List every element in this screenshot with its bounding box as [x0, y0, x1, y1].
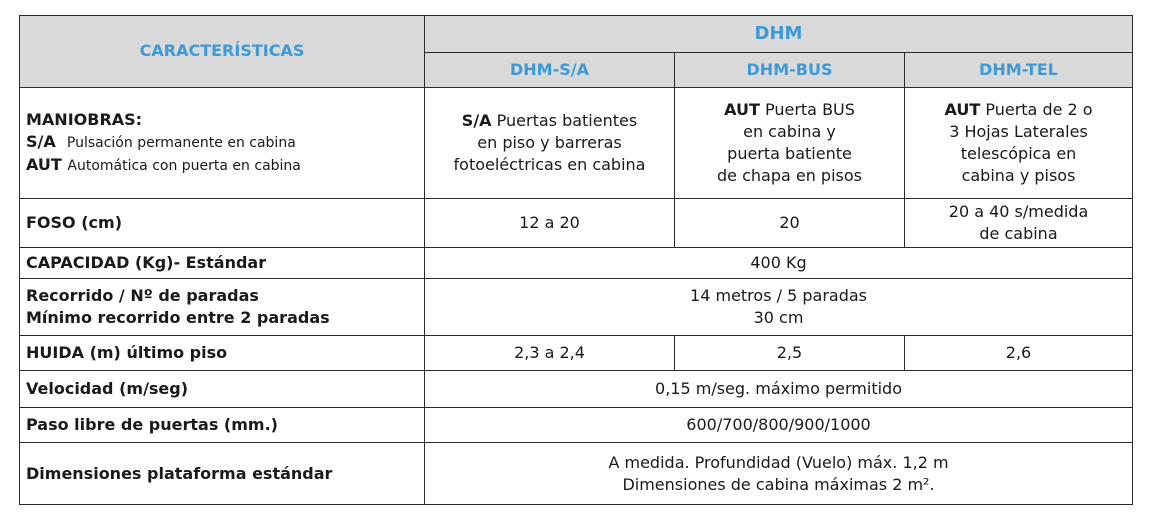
maniobras-title: MANIOBRAS: [26, 109, 143, 129]
velocidad-row [20, 371, 1133, 408]
maniobras-sa-line: S/A Pulsación permanente en cabina [26, 131, 296, 151]
recorrido-label: Recorrido / Nº de paradas Mínimo recorrido entre 2 paradas [20, 278, 425, 336]
velocidad-value: 0,15 m/seg. máximo permitido [425, 371, 1133, 408]
dhm-bus-header: DHM-BUS [675, 52, 905, 87]
maniobras-tel-cell: AUT Puerta de 2 o 3 Hojas Laterales telescópica en cabina y pisos [905, 87, 1133, 198]
huida-tel-value: 2,6 [905, 336, 1133, 371]
recorrido-value: 14 metros / 5 paradas 30 cm [425, 278, 1133, 336]
paso-value: 600/700/800/900/1000 [425, 408, 1133, 443]
maniobras-label-cell [20, 87, 425, 198]
dhm-tel-header: DHM-TEL [905, 52, 1133, 87]
recorrido-row [20, 278, 1133, 336]
header-row-1 [20, 16, 1133, 53]
capacidad-label: CAPACIDAD (Kg)- Estándar [20, 248, 425, 279]
foso-row [20, 198, 1133, 247]
velocidad-label: Velocidad (m/seg) [20, 371, 425, 408]
foso-bus-value: 20 [675, 198, 905, 247]
huida-sa-value: 2,3 a 2,4 [425, 336, 675, 371]
specifications-table [19, 15, 1133, 505]
paso-row [20, 408, 1133, 443]
dhm-group-header: DHM [425, 16, 1133, 53]
foso-sa-value: 12 a 20 [425, 198, 675, 247]
dimensiones-row [20, 443, 1133, 505]
caracteristicas-header: CARACTERÍSTICAS [20, 16, 425, 88]
maniobras-aut-line: AUT Automática con puerta en cabina [26, 154, 301, 174]
huida-label: HUIDA (m) último piso [20, 336, 425, 371]
dimensiones-label: Dimensiones plataforma estándar [20, 443, 425, 505]
huida-bus-value: 2,5 [675, 336, 905, 371]
capacidad-value: 400 Kg [425, 248, 1133, 279]
maniobras-row [20, 87, 1133, 198]
foso-tel-value: 20 a 40 s/medida de cabina [905, 198, 1133, 247]
maniobras-bus-cell: AUT Puerta BUS en cabina y puerta batiente de chapa en pisos [675, 87, 905, 198]
huida-row [20, 336, 1133, 371]
capacidad-row [20, 248, 1133, 279]
foso-label: FOSO (cm) [20, 198, 425, 247]
paso-label: Paso libre de puertas (mm.) [20, 408, 425, 443]
dhm-sa-header: DHM-S/A [425, 52, 675, 87]
maniobras-sa-cell: S/A Puertas batientes en piso y barreras fotoeléctricas en cabina [425, 87, 675, 198]
dimensiones-value: A medida. Profundidad (Vuelo) máx. 1,2 m Dimensiones de cabina máximas 2 m². [425, 443, 1133, 505]
